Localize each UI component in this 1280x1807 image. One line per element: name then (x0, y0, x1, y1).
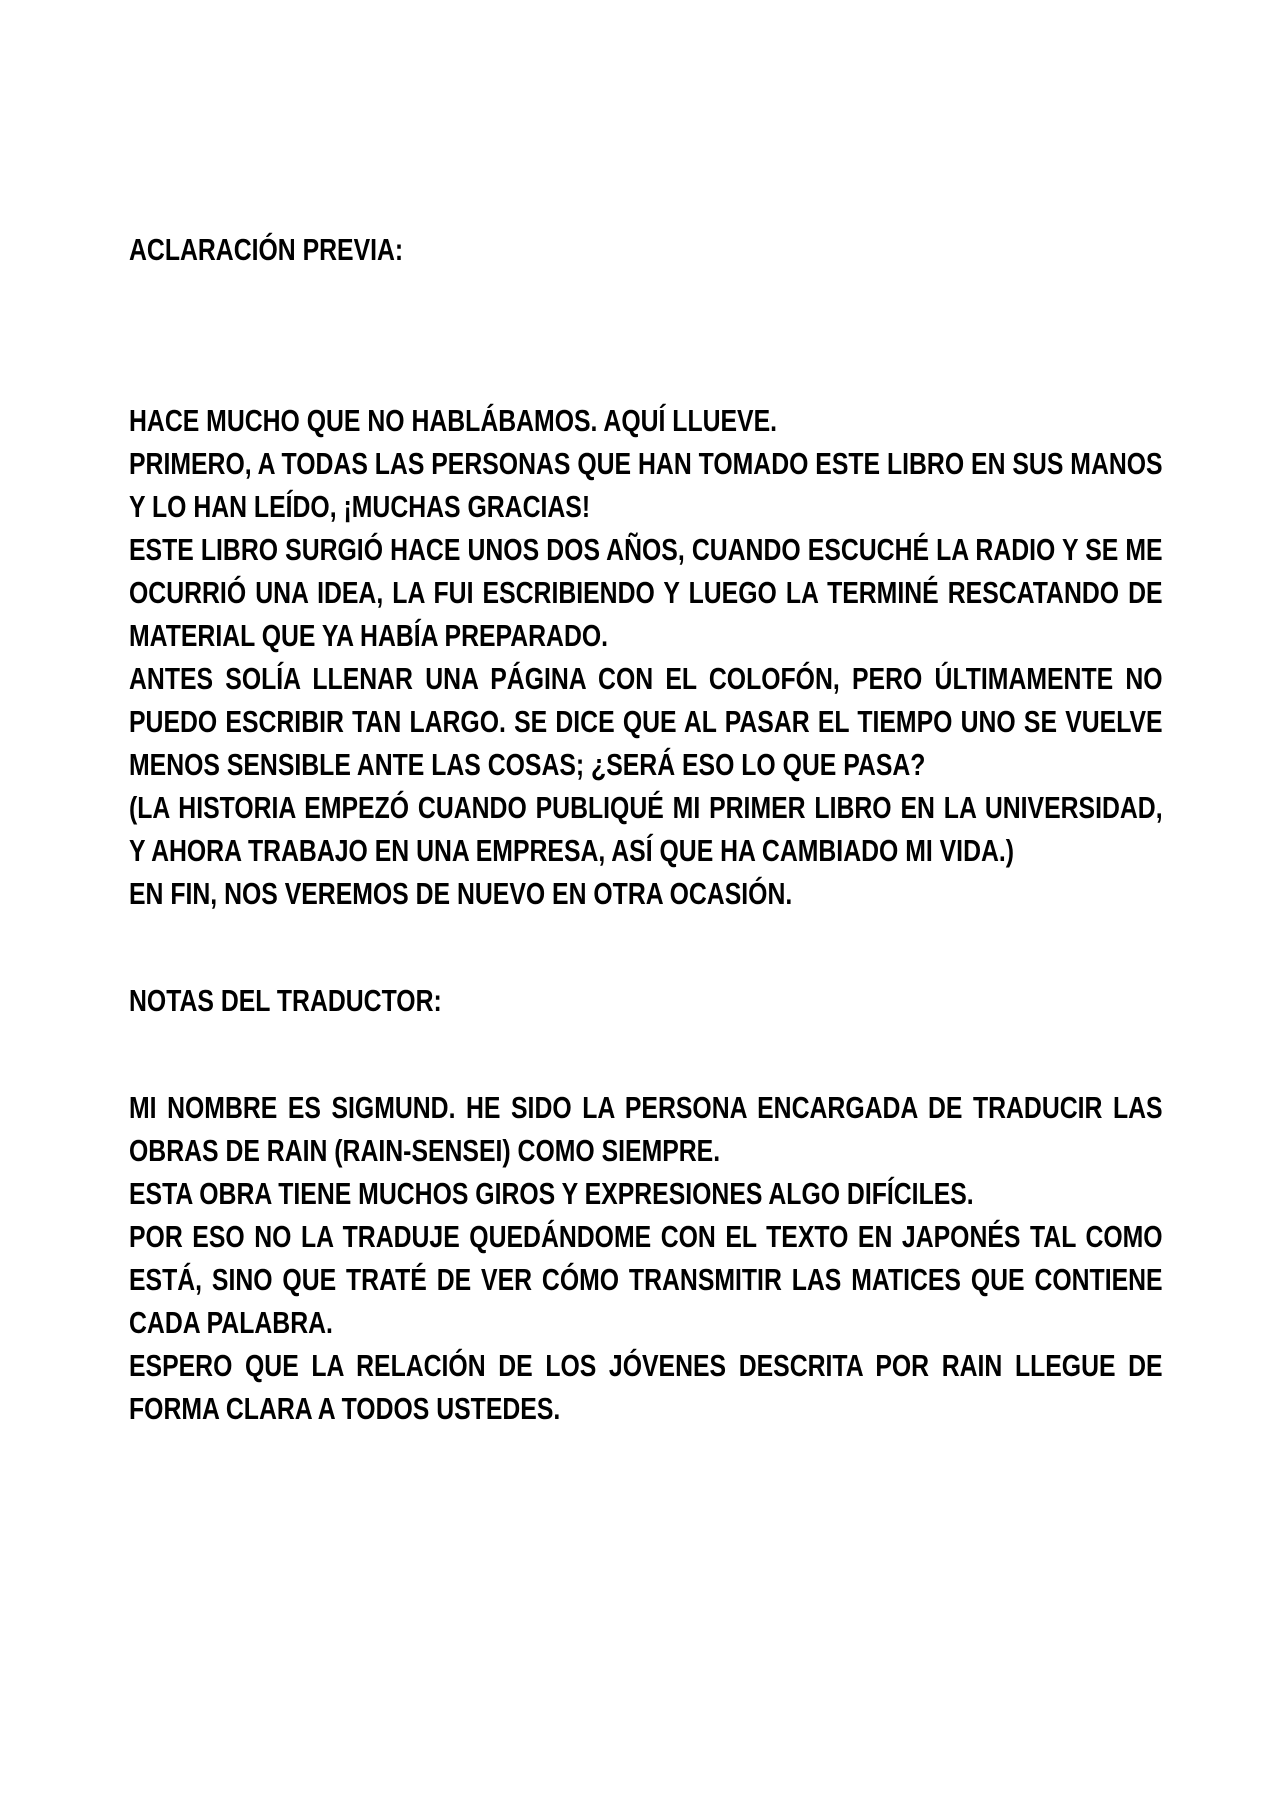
author-note-paragraph: HACE MUCHO QUE NO HABLÁBAMOS. AQUÍ LLUEVE. (129, 403, 778, 438)
translator-note-paragraph: ESPERO QUE LA RELACIÓN DE LOS JÓVENES DESCRITA POR RAIN LLEGUE DE FORMA CLARA A TODOS USTEDES. (129, 1348, 1163, 1426)
spacer (129, 1022, 1163, 1086)
author-note-section (129, 228, 1163, 915)
document-page (129, 228, 1163, 1430)
translator-note-heading: NOTAS DEL TRADUCTOR: (129, 983, 442, 1018)
author-note-paragraph: ANTES SOLÍA LLENAR UNA PÁGINA CON EL COLOFÓN, PERO ÚLTIMAMENTE NO PUEDO ESCRIBIR TAN LARGO. SE DICE QUE AL PASAR EL TIEMPO UNO SE VUELVE MENOS SENSIBLE ANTE LAS COSAS; ¿SERÁ ESO LO QUE PASA? (129, 661, 1163, 782)
translator-note-paragraph: ESTA OBRA TIENE MUCHOS GIROS Y EXPRESIONES ALGO DIFÍCILES. (129, 1176, 974, 1211)
author-note-paragraph: EN FIN, NOS VEREMOS DE NUEVO EN OTRA OCASIÓN. (129, 876, 793, 911)
translator-note-paragraph: POR ESO NO LA TRADUJE QUEDÁNDOME CON EL TEXTO EN JAPONÉS TAL COMO ESTÁ, SINO QUE TRATÉ DE VER CÓMO TRANSMITIR LAS MATICES QUE CONTIENE CADA PALABRA. (129, 1219, 1163, 1340)
spacer (129, 915, 1163, 979)
author-note-heading: ACLARACIÓN PREVIA: (129, 232, 404, 267)
author-note-paragraph: PRIMERO, A TODAS LAS PERSONAS QUE HAN TOMADO ESTE LIBRO EN SUS MANOS Y LO HAN LEÍDO, ¡MUCHAS GRACIAS! (129, 446, 1163, 524)
translator-note-paragraph: MI NOMBRE ES SIGMUND. HE SIDO LA PERSONA ENCARGADA DE TRADUCIR LAS OBRAS DE RAIN (RAIN-SENSEI) COMO SIEMPRE. (129, 1090, 1163, 1168)
author-note-paragraph: (LA HISTORIA EMPEZÓ CUANDO PUBLIQUÉ MI PRIMER LIBRO EN LA UNIVERSIDAD, Y AHORA TRABAJO EN UNA EMPRESA, ASÍ QUE HA CAMBIADO MI VIDA.) (129, 790, 1163, 868)
author-note-paragraph: ESTE LIBRO SURGIÓ HACE UNOS DOS AÑOS, CUANDO ESCUCHÉ LA RADIO Y SE ME OCURRIÓ UNA IDEA, LA FUI ESCRIBIENDO Y LUEGO LA TERMINÉ RESCATANDO DE MATERIAL QUE YA HABÍA PREPARADO. (129, 532, 1163, 653)
spacer (129, 271, 1163, 399)
translator-note-section (129, 979, 1163, 1430)
